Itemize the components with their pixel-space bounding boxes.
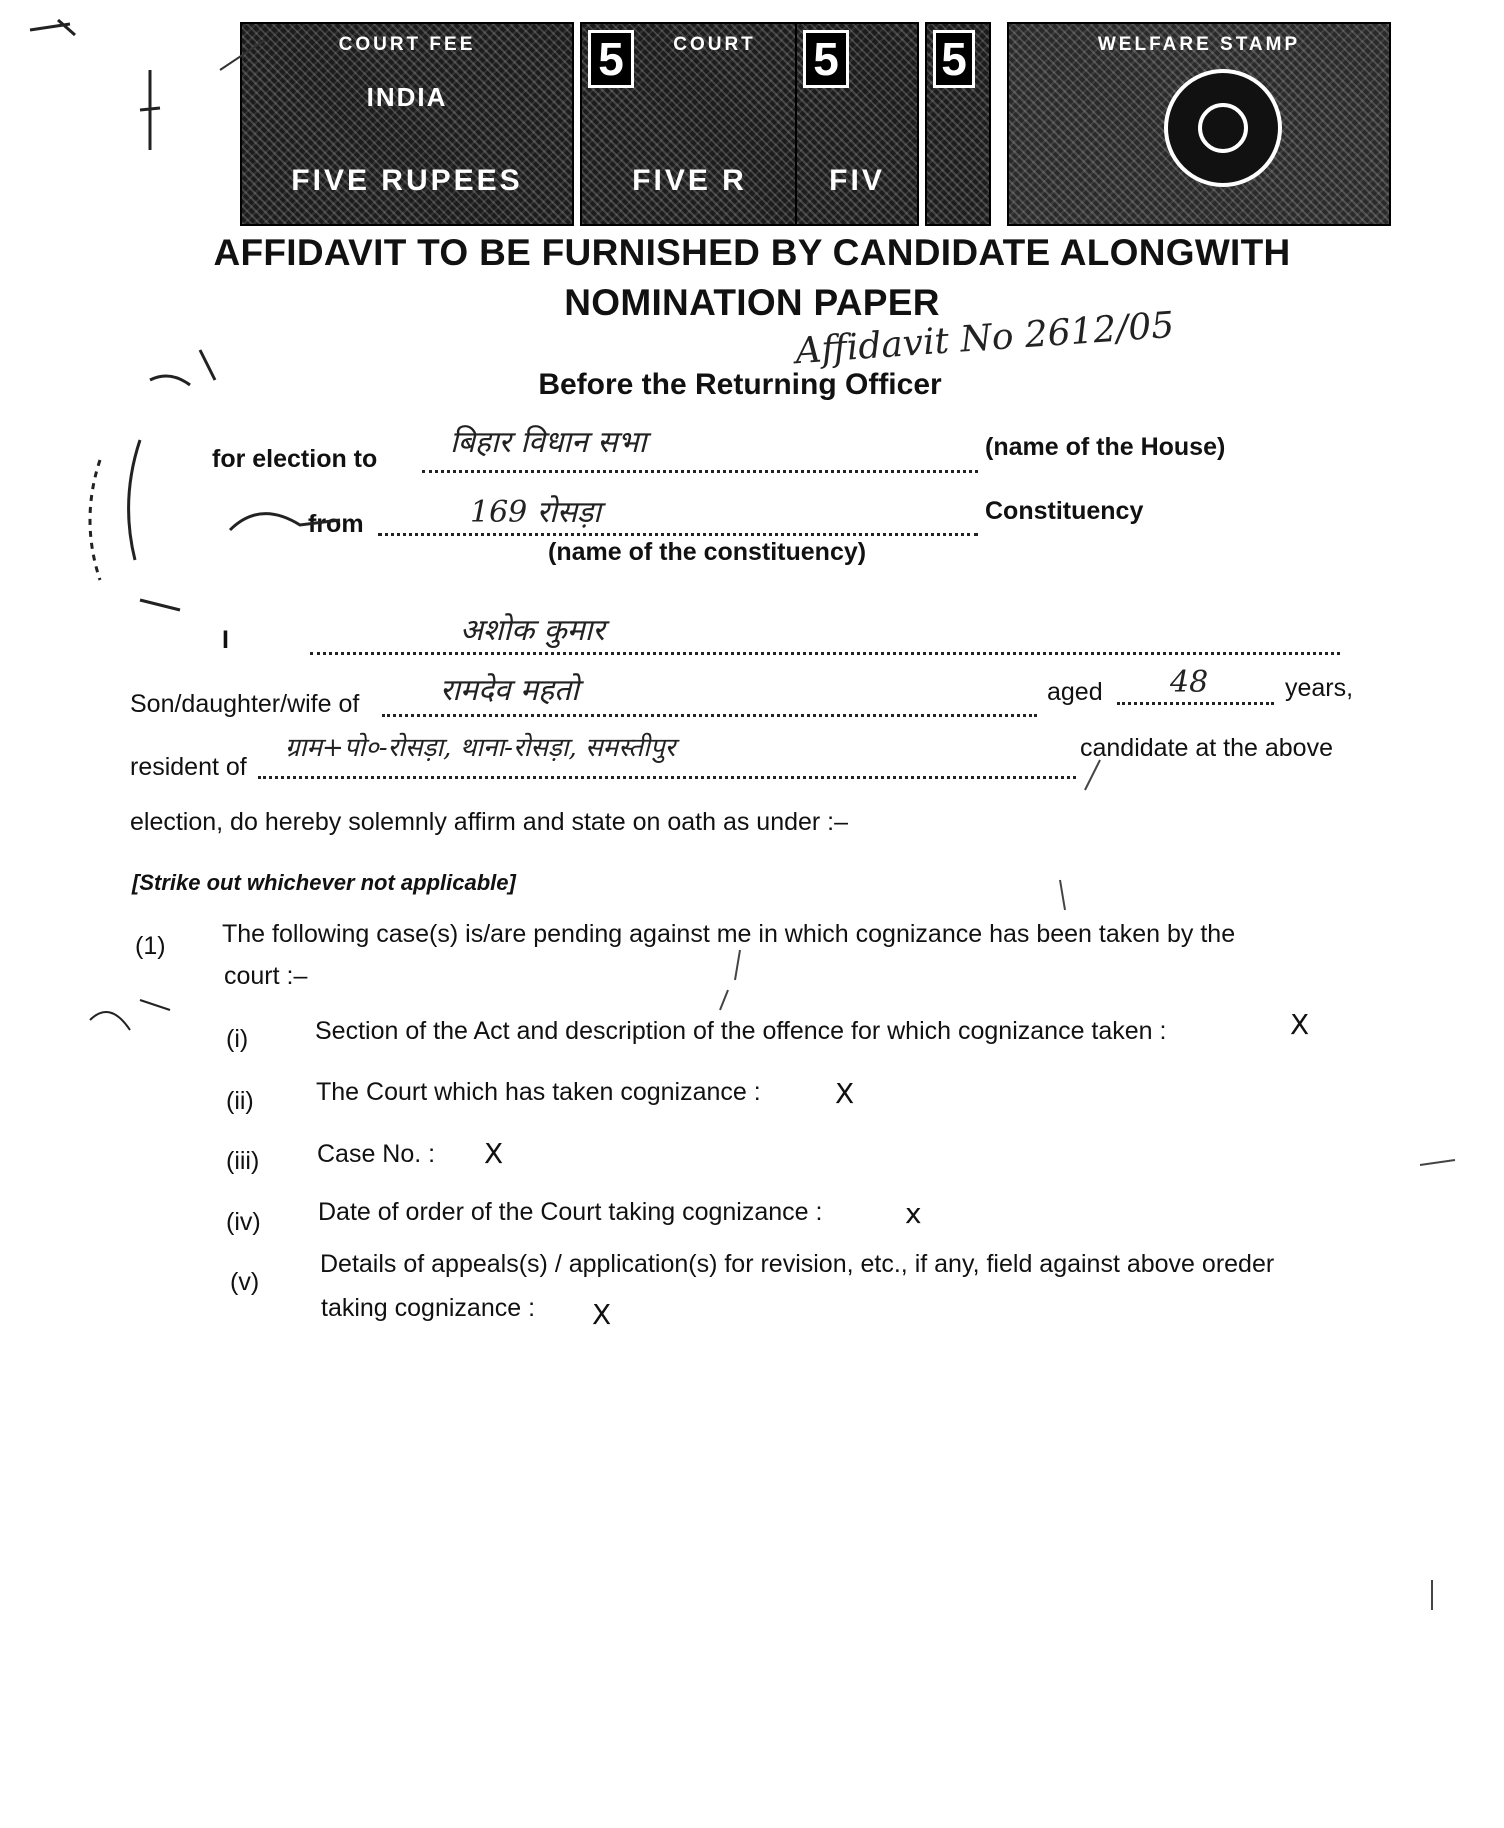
item-ii-number: (ii) [226, 1087, 254, 1115]
election-value: बिहार विधान सभा [450, 425, 647, 460]
stamp-five-short-label: FIVE R [632, 164, 747, 197]
section-1-number: (1) [135, 932, 166, 960]
item-ii-text: The Court which has taken cognizance : [316, 1078, 761, 1106]
relation-value: रामदेव महतो [440, 673, 579, 708]
item-v-text-line-1: Details of appeals(s) / application(s) for revision, etc., if any, field against above oreder [320, 1250, 1275, 1278]
name-prefix: I [222, 626, 229, 654]
welfare-stamp-label: WELFARE STAMP [1097, 34, 1301, 55]
constituency-value: 169 रोसड़ा [470, 495, 601, 530]
stamp-numeral: 5 [588, 30, 634, 88]
years-label: years, [1285, 674, 1354, 702]
item-iii-text: Case No. : [317, 1140, 436, 1168]
page-title-line-1: AFFIDAVIT TO BE FURNISHED BY CANDIDATE ALONGWITH [213, 232, 1291, 273]
section-1-text-line-1: The following case(s) is/are pending against me in which cognizance has been taken by the [222, 920, 1236, 948]
returning-officer-heading: Before the Returning Officer [538, 368, 942, 401]
page-title-line-2: NOMINATION PAPER [564, 282, 940, 323]
from-label: from [308, 510, 364, 538]
stamp-numeral-3: 5 [933, 30, 975, 88]
section-1-text-line-2: court :– [224, 962, 308, 990]
item-iv-number: (iv) [226, 1208, 261, 1236]
resident-value: ग्राम+पो०-रोसड़ा, थाना-रोसड़ा, समस्तीपुर [285, 733, 676, 763]
relation-label: Son/daughter/wife of [130, 690, 360, 718]
stamp-india-label: INDIA [366, 82, 448, 112]
item-v-cross-mark: X [592, 1298, 612, 1331]
house-label: (name of the House) [985, 433, 1226, 461]
aged-label: aged [1047, 678, 1103, 706]
strike-note: [Strike out whichever not applicable] [132, 870, 516, 895]
handwritten-affidavit-number: Affidavit No 2612/05 [794, 304, 1176, 373]
item-iii-cross-mark: X [484, 1137, 504, 1170]
item-ii-cross-mark: X [835, 1077, 855, 1110]
item-v-text-line-2: taking cognizance : [321, 1294, 536, 1322]
stamp-court-label: COURT [673, 34, 756, 55]
item-iii-number: (iii) [226, 1147, 260, 1175]
stamp-five-partial-label: FIV [829, 164, 885, 197]
item-v-number: (v) [230, 1268, 260, 1296]
item-i-cross-mark: X [1290, 1008, 1310, 1041]
affirm-statement: election, do hereby solemnly affirm and state on oath as under :– [130, 808, 849, 836]
resident-label: resident of [130, 753, 247, 781]
item-i-text: Section of the Act and description of the offence for which cognizance taken : [315, 1017, 1167, 1045]
candidate-label: candidate at the above [1080, 734, 1333, 762]
election-label: for election to [212, 445, 378, 473]
stamp-five-rupees-label: FIVE RUPEES [291, 164, 523, 197]
stamp-numeral-2: 5 [803, 30, 849, 88]
stamp-court-fee-label: COURT FEE [338, 34, 476, 55]
item-iv-text: Date of order of the Court taking cognizance : [318, 1198, 823, 1226]
name-value: अशोक कुमार [460, 613, 605, 648]
constituency-label: Constituency [985, 497, 1144, 525]
constituency-caption: (name of the constituency) [548, 538, 867, 566]
item-iv-cross-mark: x [905, 1197, 922, 1230]
aged-value: 48 [1170, 665, 1209, 700]
item-i-number: (i) [226, 1025, 249, 1053]
